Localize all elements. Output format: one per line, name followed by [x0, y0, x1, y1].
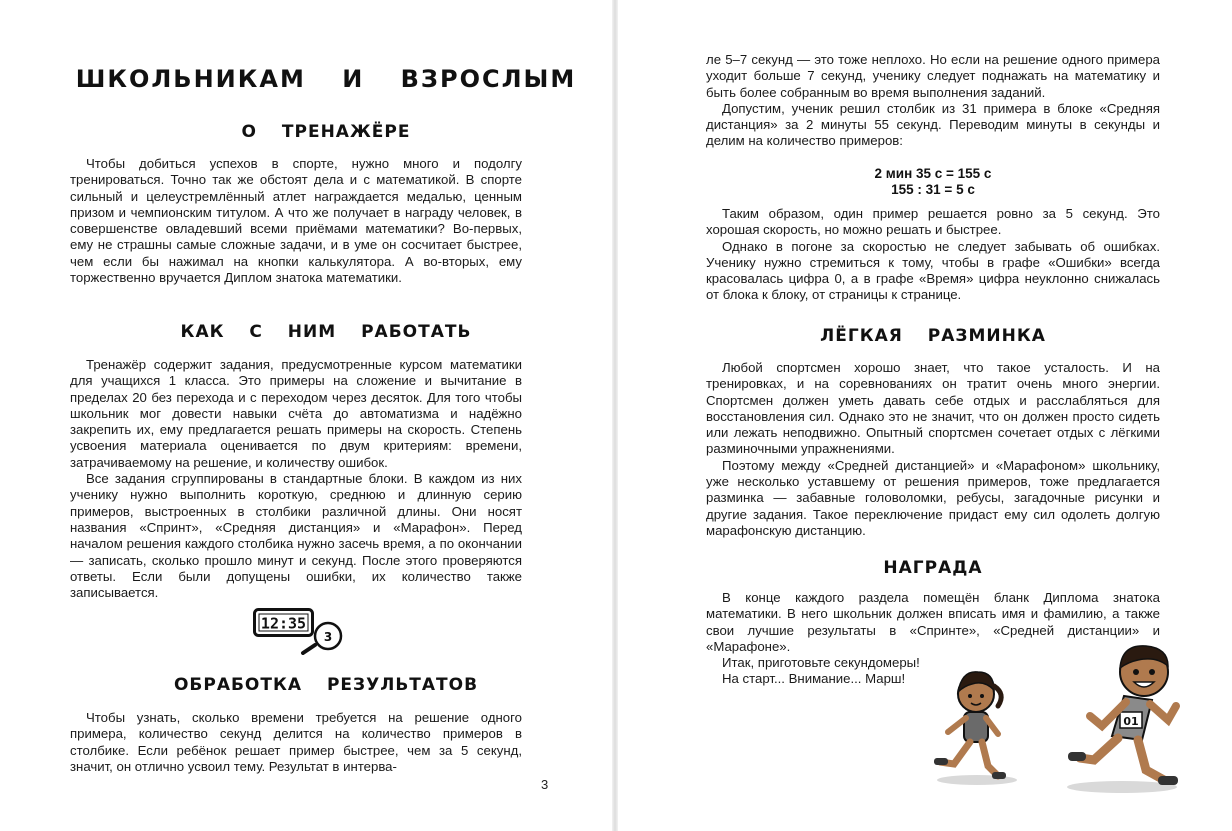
results-continued-text [706, 52, 1160, 150]
paragraph: Любой спортсмен хорошо знает, что такое усталость. И на тренировках, и на соревнованиях он тратит очень много энергии. Спортсмен должен уметь давать себе отдых и расслабляться для восстановления сил. Однако это не значит, что он должен просто сидеть или лежать неподвижно. Опытный спортсмен сочетает отдых с лёгкими разминочными упражнениями. [706, 360, 1160, 457]
runner-bib-number: 01 [1123, 715, 1139, 728]
paragraph: На старт... Внимание... Марш! [722, 671, 906, 687]
results-summary-text [706, 206, 1160, 304]
formula-division: 155 : 31 = 5 с [891, 182, 975, 197]
paragraph: В конце каждого раздела помещён бланк Диплома знатока математики. В него школьник должен вписать имя и фамилию, а также свои лучшие результаты в «Спринте», «Средней дистанции» и «Марафоне». [706, 590, 1160, 654]
paragraph: Поэтому между «Средней дистанцией» и «Марафоном» школьнику, уже несколько уставшему от решения примеров, тоже предлагается разминка — забавные головоломки, ребусы, загадочные рисунки и другие задания. Такое переключение придаст ему сил одолеть долгую марафонскую дистанцию. [706, 457, 1160, 538]
section-heading-warmup: ЛЁГКАЯ РАЗМИНКА [820, 326, 1046, 346]
formula-conversion: 2 мин 35 с = 155 с [874, 166, 992, 181]
running-kids-illustration [932, 636, 1182, 796]
girl-runner-icon [934, 672, 1006, 779]
section-heading-how-to: КАК С НИМ РАБОТАТЬ [180, 322, 472, 342]
page-title: ШКОЛЬНИКАМ И ВЗРОСЛЫМ [75, 65, 577, 93]
stopwatch-icon [253, 607, 345, 655]
timer-display: 12:35 [260, 614, 307, 633]
paragraph: Таким образом, один пример решается ровно за 5 секунд. Это хорошая скорость, но можно решать и быстрее. [706, 206, 1160, 238]
section-heading-reward: НАГРАДА [883, 558, 983, 578]
boy-runner-icon [1068, 646, 1178, 785]
timer-badge: 3 [323, 630, 333, 644]
paragraph: Однако в погоне за скоростью не следует забывать об ошибках. Ученику нужно стремиться к тому, чтобы в графе «Ошибки» всегда красовалась цифра 0, а в графе «Время» цифра неуклонно снижалась от блока к блоку, от страницы к странице. [706, 238, 1160, 303]
section-heading-results: ОБРАБОТКА РЕЗУЛЬТАТОВ [173, 675, 479, 695]
paragraph: Итак, приготовьте секундомеры! [722, 655, 920, 671]
paragraph: Чтобы узнать, сколько времени требуется на решение одного примера, количество секунд делится на количество примеров в столбике. Если ребёнок решает пример быстрее, чем за 5 секунд, значит, он отлично усвоил тему. Результат в интерва- [70, 710, 522, 774]
page-number: 3 [541, 777, 549, 792]
paragraph: Все задания сгруппированы в стандартные блоки. В каждом из них ученику нужно выполнить короткую, среднюю и длинную серию примеров, выстроенных в столбики различной длины. Они носят названия «Спринт», «Средняя дистанция» и «Марафон». Перед началом решения каждого столбика нужно засечь время, а по окончании — записать, сколько прошло минут и секунд. После этого проверяются ответы. Если были допущены ошибки, их количество также записывается. [70, 471, 522, 601]
section-text-results [70, 710, 522, 775]
section-text-how-to [70, 357, 522, 601]
paragraph: Допустим, ученик решил столбик из 31 примера в блоке «Средняя дистанция» за 2 минуты 55 секунд. Переводим минуты в секунды и делим на количество примеров: [706, 100, 1160, 149]
section-heading-about: О ТРЕНАЖЁРЕ [241, 122, 411, 142]
section-text-warmup [706, 360, 1160, 539]
left-page [0, 0, 612, 831]
paragraph: Чтобы добиться успехов в спорте, нужно много и подолгу тренироваться. Точно так же обстоят дела и с математикой. В спорте сильный и целеустремлённый атлет награждается медалью, ценным призом и чемпионским титулом. А что же получает в награду человек, в совершенстве овладевший всеми приёмами математики? Во-первых, ему не страшны самые сложные задачи, и в уме он сосчитает быстрее, чем если бы нажимал на кнопки калькулятора. А во-вторых, ему торжественно вручается Диплом знатока математики. [70, 156, 522, 286]
paragraph: Тренажёр содержит задания, предусмотренные курсом математики для учащихся 1 класса. Это примеры на сложение и вычитание в пределах 20 без перехода и с переходом через десяток. Для того чтобы школьник мог довести навыки счёта до автоматизма и надёжно закрепить их, ему предлагается решать примеры на скорость. Степень усвоения материала оценивается по двум критериям: времени, затрачиваемому на решение, и количеству ошибок. [70, 357, 522, 470]
section-text-about [70, 156, 522, 286]
paragraph: ле 5–7 секунд — это тоже неплохо. Но если на решение одного примера уходит больше 7 секунд, ученику следует поднажать на математику и быть более собранным во время выполнения заданий. [706, 52, 1160, 100]
